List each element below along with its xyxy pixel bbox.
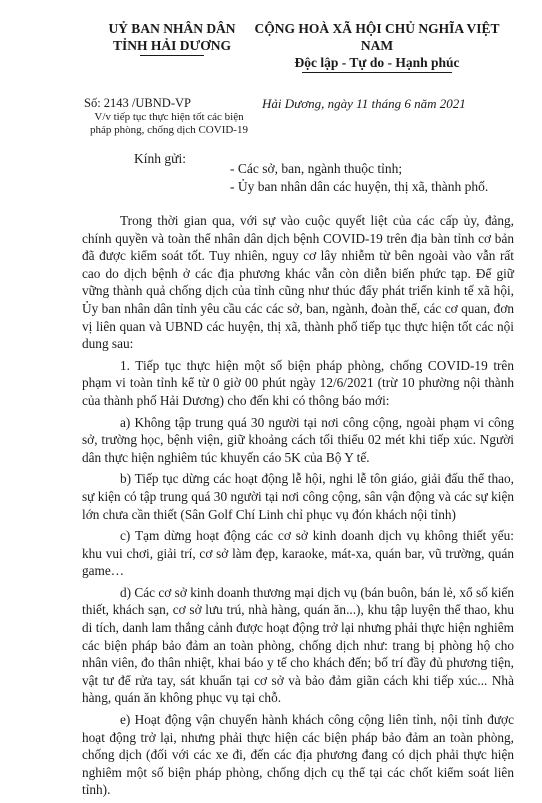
national-title: CỘNG HOÀ XÃ HỘI CHỦ NGHĨA VIỆT NAM <box>254 21 500 53</box>
issuing-authority <box>82 20 262 56</box>
clause-d-paragraph: d) Các cơ sở kinh doanh thương mại dịch vụ (bán buôn, bán lẻ, xổ số kiến thiết, khách sạn, cơ sở lưu trú, nhà hàng, quán ăn...), khu tập luyện thể thao, khu di tích, danh lam thắng cảnh được hoạt động trở lại nhưng phải thực hiện nghiêm các biện pháp bảo đảm an toàn phòng, chống dịch như: trang bị phòng hộ cho nhân viên, đo thân nhiệt, khai báo y tế cho khách đến; bố trí đầy đủ phương tiện, vật tư để rửa tay, sát khuẩn tại cơ sở và bảo đảm giãn cách khi tiếp xúc... Nhà hàng, quán ăn không phục vụ tại chỗ. <box>82 584 514 706</box>
recipient-item: - Các sở, ban, ngành thuộc tỉnh; <box>230 161 403 176</box>
recipients-title: Kính gửi: <box>134 151 186 166</box>
national-motto <box>242 20 512 73</box>
document-subject <box>74 111 264 137</box>
clause-e-paragraph: e) Hoạt động vận chuyển hành khách công cộng liên tỉnh, nội tỉnh được hoạt động trở lại, nhưng phải thực hiện các biện pháp bảo đảm an toàn phòng, chống dịch (đối với các xe đi, đến các địa phương đang có dịch phải thực hiện nghiêm một số biện pháp phòng, chống dịch cụ thể tại các chốt kiểm soát liên tỉnh). <box>82 712 514 798</box>
document-subject-line2: pháp phòng, chống dịch COVID-19 <box>90 124 248 136</box>
issuing-authority-line2: TỈNH HẢI DƯƠNG <box>112 38 231 53</box>
document-body <box>82 212 514 803</box>
recipients-list <box>230 160 488 196</box>
document-number: Số: 2143 /UBND-VP <box>84 96 191 110</box>
section-1-paragraph: 1. Tiếp tục thực hiện một số biện pháp phòng, chống COVID-19 trên phạm vi toàn tỉnh kể từ 0 giờ 00 phút ngày 12/6/2021 (trừ 10 phường nội thành của thành phố Hải Dương) cho đến khi có thông báo mới: <box>82 357 514 408</box>
header-left-underline <box>140 55 204 56</box>
national-motto-line: Độc lập - Tự do - Hạnh phúc <box>294 55 460 70</box>
header-right-underline <box>302 72 452 73</box>
clause-a-paragraph: a) Không tập trung quá 30 người tại nơi công cộng, ngoài phạm vi công sở, trường học, bệnh viện, giữ khoảng cách tối thiểu 02 mét khi tiếp xúc. Người dân thực hiện nghiêm túc khuyến cáo 5K của Bộ Y tế. <box>82 414 514 465</box>
recipient-item: - Ủy ban nhân dân các huyện, thị xã, thành phố. <box>230 179 489 194</box>
issuing-authority-line1: UỶ BAN NHÂN DÂN <box>108 21 236 36</box>
document-subject-line1: V/v tiếp tục thực hiện tốt các biện <box>94 111 244 123</box>
issue-date: Hải Dương, ngày 11 tháng 6 năm 2021 <box>262 96 466 111</box>
intro-paragraph: Trong thời gian qua, với sự vào cuộc quyết liệt của các cấp ủy, đảng, chính quyền và toàn thể nhân dân dịch bệnh COVID-19 trên địa bàn tỉnh cơ bản đã được kiểm soát tốt. Tuy nhiên, nguy cơ lây nhiễm từ bên ngoài vào vẫn rất cao do dịch bệnh ở các địa phương khác vẫn còn diễn biến phức tạp. Để giữ vững thành quả chống dịch của tỉnh cũng như thúc đẩy phát triển kinh tế xã hội, Ủy ban nhân dân tỉnh yêu cầu các các sở, ban, ngành, đoàn thể, các cơ quan, đơn vị liên quan và UBND các huyện, thị xã, thành phố tiếp tục thực hiện tốt các nội dung sau: <box>82 213 514 352</box>
clause-b-paragraph: b) Tiếp tục dừng các hoạt động lễ hội, nghi lễ tôn giáo, giải đấu thể thao, sự kiện có tập trung quá 30 người tại nơi công cộng, sân vận động và các sự kiện lớn chưa cần thiết (Sân Golf Chí Linh chỉ phục vụ đón khách nội tỉnh) <box>82 471 514 522</box>
clause-c-paragraph: c) Tạm dừng hoạt động các cơ sở kinh doanh dịch vụ không thiết yếu: khu vui chơi, giải trí, cơ sở làm đẹp, karaoke, mát-xa, quán bar, vũ trường, quán game… <box>82 528 514 579</box>
